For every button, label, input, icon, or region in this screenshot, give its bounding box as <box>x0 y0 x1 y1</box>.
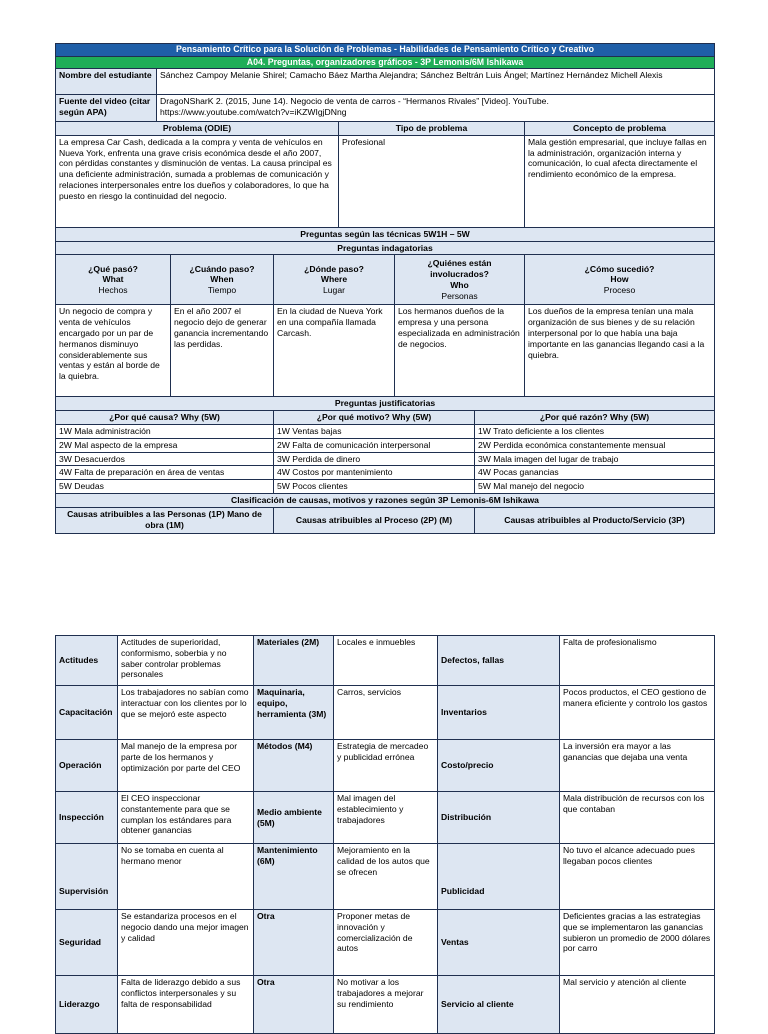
matrix-label-metodos: Métodos (M4) <box>254 740 334 792</box>
w5-when-question: ¿Cuándo paso? <box>189 263 255 274</box>
w5-answer-where: En la ciudad de Nueva York en una compañía llamada Carcash. <box>274 305 395 397</box>
w5-where-en: Where <box>320 274 348 285</box>
classification-title: Clasificación de causas, motivos y razones según 3P Lemonis-6M Ishikawa <box>56 493 715 507</box>
student-names: Sánchez Campoy Melanie Shirel; Camacho Báez Martha Alejandra; Sánchez Beltrán Luis Ángel; Martínez Hernández Michell Alexis <box>157 69 715 95</box>
matrix-label-medio-ambiente: Medio ambiente (5M) <box>254 792 334 844</box>
student-label: Nombre del estudiante <box>56 69 157 95</box>
w5-answer-what: Un negocio de compra y venta de vehículos encargado por un par de hermanos disminuyo considerablemente sus ventas y están al borde de la quiebra. <box>56 305 171 397</box>
source-label: Fuente del video (citar según APA) <box>56 95 157 122</box>
matrix-text-servicio: Mal servicio y atención al cliente <box>560 976 715 1034</box>
matrix-text-liderazgo: Falta de liderazgo debido a sus conflictos interpersonales y su falta de responsabilidad <box>118 976 254 1034</box>
problem-concept: Mala gestión empresarial, que incluye fallas en la administración, organización interna y comunicación, lo cual afecta directamente el rendimiento económico de la empresa. <box>525 135 715 227</box>
w5-what-es: Hechos <box>98 285 128 296</box>
matrix-label-seguridad: Seguridad <box>56 910 118 976</box>
matrix-text-supervision: No se tomaba en cuenta al hermano menor <box>118 844 254 910</box>
matrix-text-costo: La inversión era mayor a las ganancias que dejaba una venta <box>560 740 715 792</box>
matrix-text-medio-ambiente: Mal imagen del establecimiento y trabajadores <box>334 792 438 844</box>
w5-how-es: Proceso <box>603 285 636 296</box>
w5-what-question: ¿Qué pasó? <box>88 263 138 274</box>
matrix-label-actitudes: Actitudes <box>56 636 118 686</box>
w5-who-en: Who <box>450 279 469 290</box>
why-motive-2: 2W Falta de comunicación interpersonal <box>274 438 475 452</box>
matrix-text-actitudes: Actitudes de superioridad, conformismo, soberbia y no saber controlar problemas personales <box>118 636 254 686</box>
w5-col-where <box>274 255 395 305</box>
matrix-text-ventas: Deficientes gracias a las estrategias que se implementaron las ganancias subieron un promedio de 2000 dólares por carro <box>560 910 715 976</box>
worksheet-subtitle: A04. Preguntas, organizadores gráficos - 3P Lemonis/6M Ishikawa <box>56 57 715 69</box>
why-reason-5: 5W Mal manejo del negocio <box>475 480 715 494</box>
w5-answer-when: En el año 2007 el negocio dejo de generar ganancia incrementando las perdidas. <box>171 305 274 397</box>
matrix-label-maquinaria: Maquinaria, equipo, herramienta (3M) <box>254 686 334 740</box>
matrix-text-defectos: Falta de profesionalismo <box>560 636 715 686</box>
problem-concept-header: Concepto de problema <box>525 122 715 136</box>
matrix-label-distribucion: Distribución <box>438 792 560 844</box>
matrix-text-capacitacion: Los trabajadores no sabían como interactuar con los clientes por lo que se mejoró este aspecto <box>118 686 254 740</box>
classification-process: Causas atribuibles al Proceso (2P) (M) <box>274 507 475 533</box>
worksheet-title: Pensamiento Crítico para la Solución de Problemas - Habilidades de Pensamiento Crítico y Creativo <box>56 44 715 57</box>
why-reason-2: 2W Perdida económica constantemente mensual <box>475 438 715 452</box>
why-cause-1: 1W Mala administración <box>56 424 274 438</box>
matrix-label-otra-1: Otra <box>254 910 334 976</box>
matrix-text-materiales: Locales e inmuebles <box>334 636 438 686</box>
matrix-label-supervision: Supervisión <box>56 844 118 910</box>
why-header-reason: ¿Por qué razón? Why (5W) <box>475 411 715 425</box>
w5-who-question: ¿Quiénes están involucrados? <box>427 258 492 280</box>
matrix-text-inventarios: Pocos productos, el CEO gestiono de manera eficiente y controlo los gastos <box>560 686 715 740</box>
matrix-label-publicidad: Publicidad <box>438 844 560 910</box>
source-citation-text: DragoNSharK 2. (2015, June 14). Negocio de venta de carros - “Hermanos Rivales” [Video]. YouTube. <box>160 96 549 106</box>
matrix-label-ventas: Ventas <box>438 910 560 976</box>
w5-col-who <box>395 255 525 305</box>
w5-col-when <box>171 255 274 305</box>
matrix-label-inspeccion: Inspección <box>56 792 118 844</box>
matrix-text-seguridad: Se estandariza procesos en el negocio dando una mejor imagen y calidad <box>118 910 254 976</box>
matrix-text-distribucion: Mala distribución de recursos con los que contaban <box>560 792 715 844</box>
why-header-cause: ¿Por qué causa? Why (5W) <box>56 411 274 425</box>
matrix-label-costo: Costo/precio <box>438 740 560 792</box>
matrix-label-materiales: Materiales (2M) <box>254 636 334 686</box>
w5-when-en: When <box>210 274 234 285</box>
w5-answer-who: Los hermanos dueños de la empresa y una persona especializada en administración de negocios. <box>395 305 525 397</box>
why-cause-2: 2W Mal aspecto de la empresa <box>56 438 274 452</box>
why-motive-3: 3W Perdida de dinero <box>274 452 475 466</box>
why-reason-3: 3W Mala imagen del lugar de trabajo <box>475 452 715 466</box>
why-cause-4: 4W Falta de preparación en área de ventas <box>56 466 274 480</box>
w5-who-es: Personas <box>441 290 478 301</box>
problem-type: Profesional <box>339 135 525 227</box>
matrix-label-inventarios: Inventarios <box>438 686 560 740</box>
why-reason-4: 4W Pocas ganancias <box>475 466 715 480</box>
matrix-label-otra-2: Otra <box>254 976 334 1034</box>
matrix-text-maquinaria: Carros, servicios <box>334 686 438 740</box>
problem-type-header: Tipo de problema <box>339 122 525 136</box>
why-cause-3: 3W Desacuerdos <box>56 452 274 466</box>
w5-how-question: ¿Cómo sucedió? <box>584 263 655 274</box>
matrix-text-metodos: Estrategia de mercadeo y publicidad errónea <box>334 740 438 792</box>
matrix-text-otra-2: No motivar a los trabajadores a mejorar su rendimiento <box>334 976 438 1034</box>
w5-what-en: What <box>102 274 124 285</box>
matrix-label-mantenimiento: Mantenimiento (6M) <box>254 844 334 910</box>
classification-product: Causas atribuibles al Producto/Servicio (3P) <box>475 507 715 533</box>
w5-col-what <box>56 255 171 305</box>
why-motive-1: 1W Ventas bajas <box>274 424 475 438</box>
source-url: https://www.youtube.com/watch?v=iKZWIgjDNng <box>160 106 347 117</box>
w5-where-question: ¿Dónde paso? <box>304 263 364 274</box>
problem-header: Problema (ODIE) <box>56 122 339 136</box>
w5-subtitle: Preguntas indagatorias <box>56 241 715 255</box>
why-motive-4: 4W Costos por mantenimiento <box>274 466 475 480</box>
source-citation <box>157 95 715 122</box>
w5-col-how <box>525 255 715 305</box>
why-header-motive: ¿Por qué motivo? Why (5W) <box>274 411 475 425</box>
w5-title: Preguntas según las técnicas 5W1H – 5W <box>56 227 715 241</box>
matrix-label-capacitacion: Capacitación <box>56 686 118 740</box>
matrix-text-otra-1: Proponer metas de innovación y comercialización de autos <box>334 910 438 976</box>
w5-where-es: Lugar <box>323 285 345 296</box>
matrix-label-liderazgo: Liderazgo <box>56 976 118 1034</box>
why-title: Preguntas justificatorias <box>56 397 715 411</box>
w5-answer-how: Los dueños de la empresa tenían una mala organización de sus bienes y de su relación interpersonal por lo que había una baja importante en las ganancias llegando casi a la quiebra. <box>525 305 715 397</box>
matrix-text-mantenimiento: Mejoramiento en la calidad de los autos que se ofrecen <box>334 844 438 910</box>
matrix-text-inspeccion: El CEO inspeccionar constantemente para que se cumplan los estándares para obtener ganancias <box>118 792 254 844</box>
matrix-text-publicidad: No tuvo el alcance adecuado pues llegaban pocos clientes <box>560 844 715 910</box>
matrix-label-servicio: Servicio al cliente <box>438 976 560 1034</box>
matrix-label-defectos: Defectos, fallas <box>438 636 560 686</box>
worksheet-table <box>55 43 715 534</box>
problem-text: La empresa Car Cash, dedicada a la compra y venta de vehículos en Nueva York, enfrenta una grave crisis económica desde el año 2007, con pérdidas constantes y disminución de ventas. La causa principal es una deficiente administración, sumada a problemas de comunicación y relaciones interpersonales entre los dueños y colaboradores, lo que ha puesto en riesgo la continuidad del negocio. <box>56 135 339 227</box>
matrix-text-operacion: Mal manejo de la empresa por parte de los hermanos y optimización por parte del CEO <box>118 740 254 792</box>
why-motive-5: 5W Pocos clientes <box>274 480 475 494</box>
matrix-label-operacion: Operación <box>56 740 118 792</box>
ishikawa-matrix <box>55 635 715 1034</box>
w5-when-es: Tiempo <box>207 285 237 296</box>
w5-how-en: How <box>610 274 629 285</box>
why-cause-5: 5W Deudas <box>56 480 274 494</box>
why-reason-1: 1W Trato deficiente a los clientes <box>475 424 715 438</box>
classification-people: Causas atribuibles a las Personas (1P) Mano de obra (1M) <box>56 507 274 533</box>
